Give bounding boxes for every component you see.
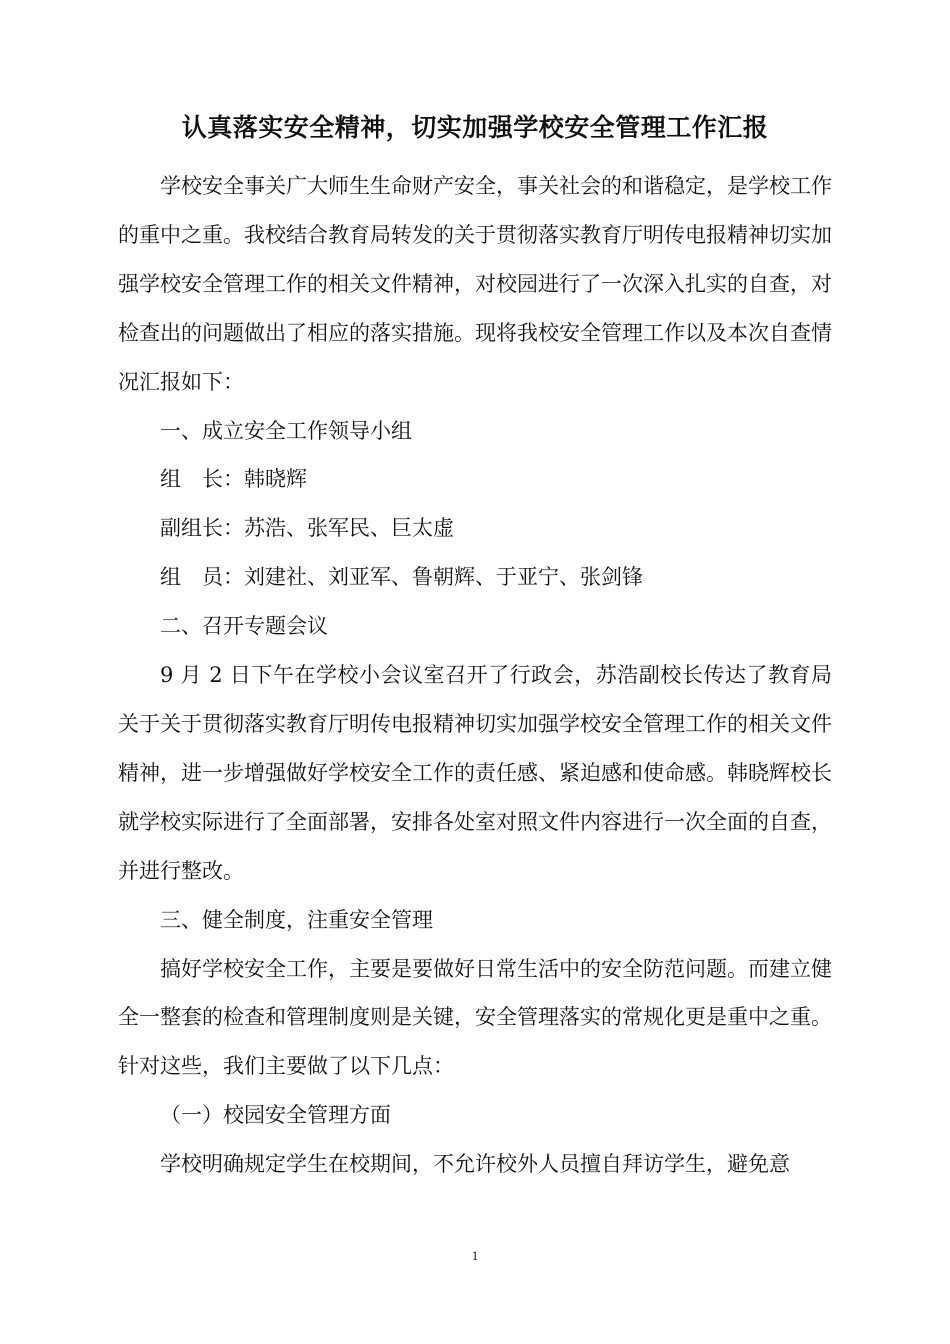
paragraph-management: 搞好学校安全工作，主要是要做好日常生活中的安全防范问题。而建立健全一整套的检查和管理制度则是关键，安全管理落实的常规化更是重中之重。针对这些，我们主要做了以下几点： (118, 956, 832, 1079)
group-leader-line: 组 长：韩晓辉 (160, 467, 307, 492)
document-title: 认真落实安全精神，切实加强学校安全管理工作汇报 (181, 113, 769, 142)
group-members-line: 组 员：刘建社、刘亚军、鲁朝辉、于亚宁、张剑锋 (160, 565, 643, 590)
page-number: 1 (471, 1248, 479, 1263)
section-heading-2: 二、召开专题会议 (160, 614, 328, 639)
section-heading-1: 一、成立安全工作领导小组 (160, 418, 412, 443)
paragraph-meeting: 9 月 2 日下午在学校小会议室召开了行政会，苏浩副校长传达了教育局关于关于贯彻落实教育厅明传电报精神切实加强学校安全管理工作的相关文件精神，进一步增强做好学校安全工作的责任感、紧迫感和使命感。韩晓辉校长就学校实际进行了全面部署，安排各处室对照文件内容进行一次全面的自查，并进行整改。 (118, 663, 832, 883)
paragraph-campus-safety: 学校明确规定学生在校期间，不允许校外人员擅自拜访学生，避免意 (160, 1152, 790, 1177)
paragraph-intro: 学校安全事关广大师生生命财产安全，事关社会的和谐稳定，是学校工作的重中之重。我校结合教育局转发的关于贯彻落实教育厅明传电报精神切实加强学校安全管理工作的相关文件精神，对校园进行了一次深入扎实的自查，对检查出的问题做出了相应的落实措施。现将我校安全管理工作以及本次自查情况汇报如下： (118, 174, 832, 394)
deputy-leader-line: 副组长：苏浩、张军民、巨太虚 (160, 516, 454, 541)
section-heading-3: 三、健全制度，注重安全管理 (160, 907, 433, 932)
document-body (118, 162, 832, 1189)
subsection-heading-1: （一）校园安全管理方面 (160, 1103, 391, 1128)
